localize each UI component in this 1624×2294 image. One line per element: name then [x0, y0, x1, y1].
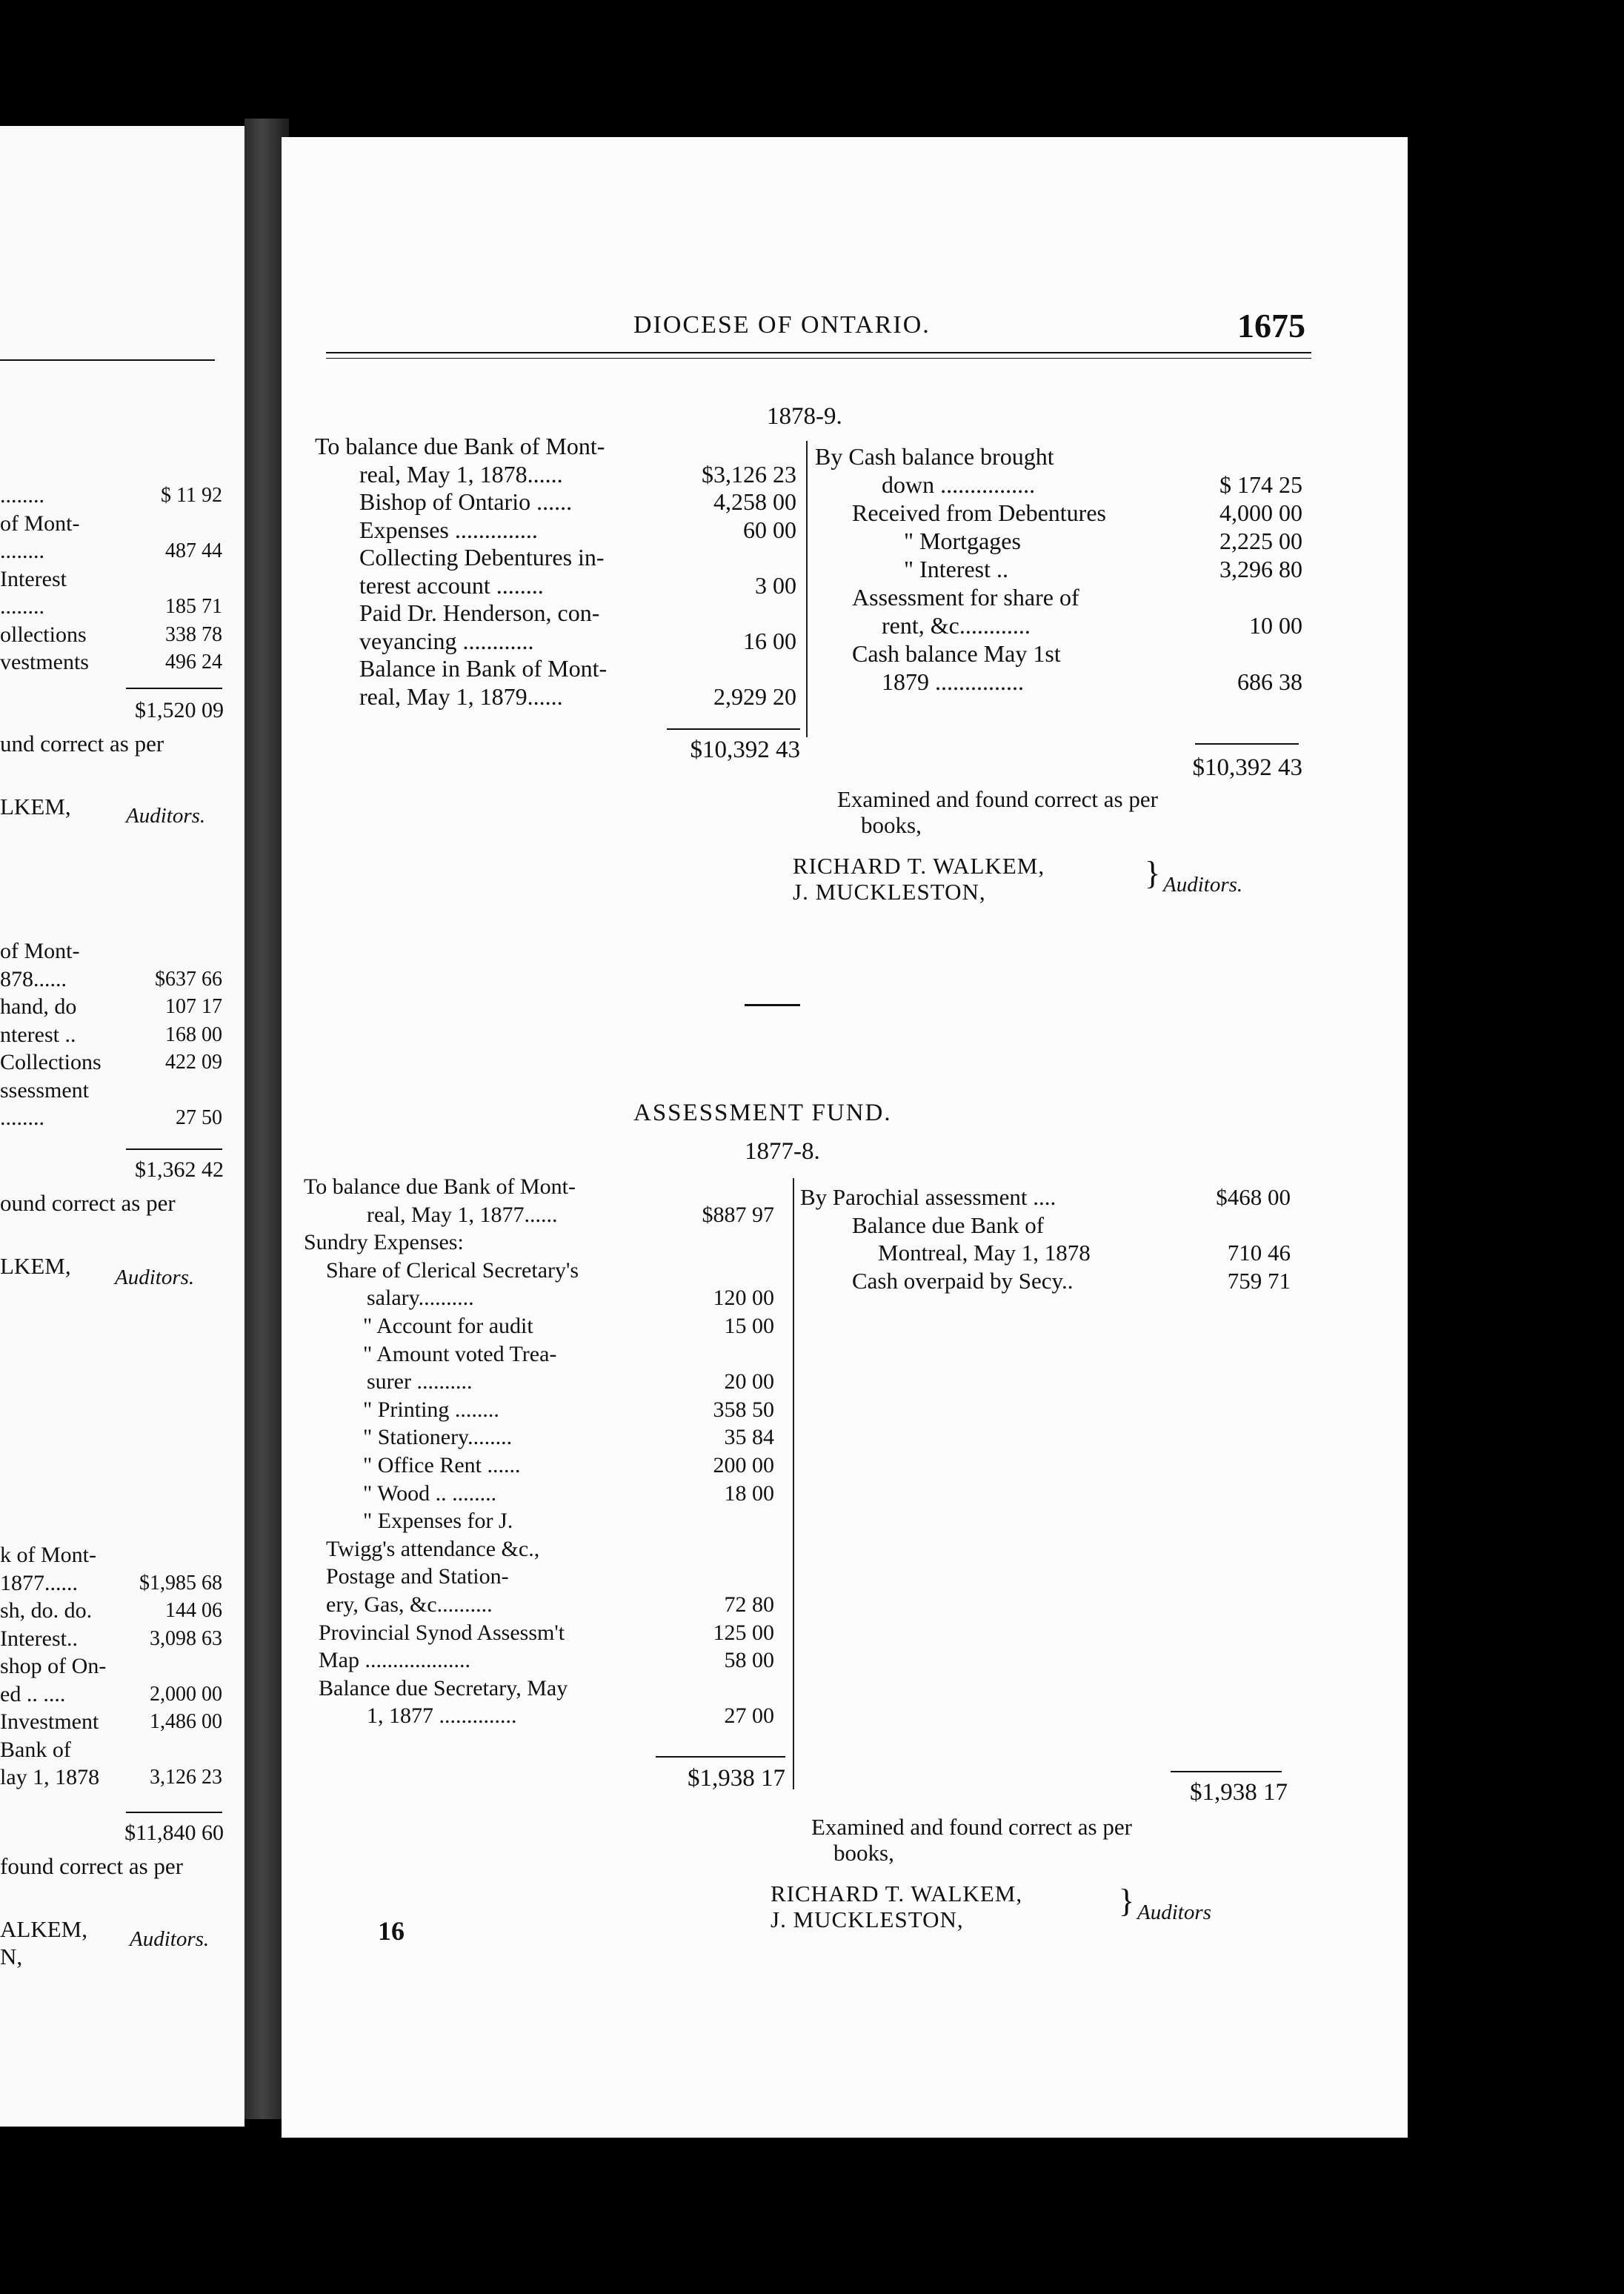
ledger-entry-label: surer .......... — [367, 1369, 473, 1394]
ledger-entry-label: Montreal, May 1, 1878 — [878, 1240, 1091, 1266]
facing-entry-label: lay 1, 1878 — [0, 1765, 100, 1789]
brace: } — [1119, 1883, 1135, 1919]
facing-entry-label: ........ — [0, 539, 44, 563]
section1-examined-books: books, — [861, 812, 922, 838]
facing-entry-amount: 27 50 — [176, 1106, 222, 1129]
ledger-entry-amount: 2,225 00 — [1219, 528, 1302, 554]
facing-entry-amount: 144 06 — [165, 1599, 222, 1622]
facing-entry-label: hand, do — [0, 994, 77, 1019]
facing-entry-amount: 185 71 — [165, 595, 222, 618]
section1-year: 1878-9. — [767, 403, 842, 430]
folio-number: 16 — [378, 1916, 405, 1946]
ledger-entry-amount: $468 00 — [1216, 1184, 1291, 1210]
ledger-entry-amount: 125 00 — [713, 1620, 774, 1645]
ledger-entry-label: veyancing ............ — [359, 627, 534, 654]
column-divider — [806, 441, 808, 737]
ledger-entry-label: down ................ — [882, 471, 1036, 498]
ledger-entry-label: Expenses .............. — [359, 516, 538, 543]
divider — [0, 359, 215, 361]
ledger-entry-label: 1, 1877 .............. — [367, 1703, 517, 1729]
facing-entry-amount: 422 09 — [165, 1051, 222, 1074]
ledger-entry-label: Collecting Debentures in- — [359, 544, 605, 571]
ledger-entry-label: " Expenses for J. — [363, 1509, 513, 1534]
facing-entry-amount: 1,486 00 — [150, 1710, 222, 1733]
section2-examined: Examined and found correct as per — [811, 1814, 1132, 1840]
total-rule — [1195, 743, 1299, 745]
facing-total-2: $1,362 42 — [135, 1157, 224, 1182]
ledger-entry-label: " Amount voted Trea- — [363, 1341, 557, 1366]
facing-entry-amount: 487 44 — [165, 539, 222, 562]
total-rule — [667, 728, 800, 730]
total-rule — [1171, 1771, 1282, 1772]
brace: } — [1145, 855, 1161, 891]
ledger-entry-amount: $887 97 — [702, 1202, 774, 1227]
ledger-entry-amount: 35 84 — [724, 1425, 774, 1450]
facing-entry-label: ........ — [0, 483, 44, 508]
ledger-entry-amount: 27 00 — [724, 1703, 774, 1729]
facing-entry-amount: $ 11 92 — [161, 484, 222, 507]
facing-entry-label: nterest .. — [0, 1022, 76, 1047]
facing-entry-amount: $637 66 — [155, 967, 222, 991]
facing-entry-label: 878...... — [0, 966, 67, 991]
facing-auditors-1: Auditors. — [126, 804, 206, 828]
ledger-entry-amount: 15 00 — [724, 1314, 774, 1338]
ledger-entry-amount: 4,000 00 — [1219, 499, 1302, 526]
total-rule — [656, 1756, 785, 1758]
facing-total-1: $1,520 09 — [135, 698, 224, 722]
facing-found-2: ound correct as per — [0, 1190, 176, 1216]
ledger-entry-amount: 710 46 — [1227, 1240, 1291, 1266]
ledger-entry-amount: 200 00 — [713, 1453, 774, 1477]
facing-walkem-1: LKEM, — [0, 794, 71, 819]
ledger-entry-label: terest account ........ — [359, 571, 544, 599]
ledger-entry-amount: 60 00 — [743, 516, 796, 543]
ledger-entry-label: Provincial Synod Assessm't — [319, 1620, 565, 1645]
facing-entry-amount: 107 17 — [165, 995, 222, 1018]
ledger-entry-label: " Interest .. — [904, 556, 1009, 582]
facing-entry-amount: 2,000 00 — [150, 1682, 222, 1706]
ledger-entry-label: By Cash balance brought — [815, 443, 1054, 470]
facing-entry-label: ed .. .... — [0, 1681, 66, 1706]
ledger-entry-label: " Account for audit — [363, 1314, 533, 1338]
ledger-entry-amount: 686 38 — [1237, 668, 1302, 695]
facing-entry-label: Collections — [0, 1050, 102, 1074]
facing-entry-label: Bank of — [0, 1737, 71, 1762]
header-rule — [326, 352, 1311, 353]
ledger-entry-amount: $3,126 23 — [702, 460, 796, 488]
ledger-entry-label: Share of Clerical Secretary's — [326, 1257, 579, 1283]
facing-entry-label: ssessment — [0, 1077, 89, 1103]
ledger-entry-amount: 72 80 — [724, 1592, 774, 1617]
divider — [126, 1148, 222, 1150]
page — [282, 137, 1408, 2138]
divider — [126, 688, 222, 689]
section1-credit-total: $10,392 43 — [1192, 754, 1302, 781]
facing-entry-label: k of Mont- — [0, 1543, 96, 1567]
ledger-entry-label: real, May 1, 1879...... — [359, 682, 563, 710]
ledger-entry-label: Map ................... — [319, 1648, 470, 1673]
section2-debit-total: $1,938 17 — [688, 1765, 785, 1792]
facing-entry-amount: 496 24 — [165, 651, 222, 674]
facing-total-3: $11,840 60 — [124, 1821, 224, 1845]
ledger-entry-label: Sundry Expenses: — [304, 1230, 464, 1255]
ledger-entry-label: real, May 1, 1878...... — [359, 460, 563, 488]
facing-entry-label: sh, do. do. — [0, 1598, 93, 1623]
section2-title: ASSESSMENT FUND. — [633, 1100, 892, 1126]
facing-walkem-3b: N, — [0, 1944, 23, 1969]
ledger-entry-label: " Stationery........ — [363, 1425, 513, 1450]
facing-entry-amount: 3,126 23 — [150, 1766, 222, 1789]
ledger-entry-label: real, May 1, 1877...... — [367, 1202, 558, 1227]
facing-auditors-2: Auditors. — [115, 1266, 195, 1289]
ledger-entry-label: To balance due Bank of Mont- — [315, 433, 605, 459]
facing-entry-label: of Mont- — [0, 939, 80, 963]
ledger-entry-label: Bishop of Ontario ...... — [359, 488, 573, 515]
section-separator — [745, 1004, 800, 1006]
section2-auditor-1: RICHARD T. WALKEM, — [771, 1881, 1023, 1906]
section1-examined: Examined and found correct as per — [837, 786, 1158, 812]
section2-year: 1877-8. — [745, 1138, 820, 1165]
section1-auditors-label: Auditors. — [1163, 873, 1243, 897]
ledger-entry-label: Balance in Bank of Mont- — [359, 655, 608, 682]
ledger-entry-label: rent, &c............ — [882, 612, 1031, 639]
ledger-entry-label: Twigg's attendance &c., — [326, 1536, 540, 1561]
ledger-entry-amount: 58 00 — [724, 1648, 774, 1673]
facing-entry-label: ........ — [0, 1106, 44, 1130]
facing-entry-amount: 3,098 63 — [150, 1626, 222, 1650]
ledger-entry-label: To balance due Bank of Mont- — [304, 1174, 576, 1199]
section1-auditor-2: J. MUCKLESTON, — [793, 879, 986, 905]
facing-found-3: found correct as per — [0, 1853, 184, 1879]
section2-auditors-label: Auditors — [1137, 1901, 1211, 1924]
ledger-entry-label: Balance due Bank of — [852, 1211, 1045, 1238]
ledger-entry-label: Postage and Station- — [326, 1564, 509, 1589]
facing-entry-amount: 338 78 — [165, 622, 222, 646]
facing-walkem-3: ALKEM, — [0, 1916, 87, 1942]
section1-auditor-1: RICHARD T. WALKEM, — [793, 853, 1045, 879]
ledger-entry-label: Cash balance May 1st — [852, 640, 1061, 667]
ledger-entry-label: By Parochial assessment .... — [800, 1184, 1056, 1210]
section2-credit-total: $1,938 17 — [1190, 1779, 1288, 1806]
section2-examined-books: books, — [833, 1840, 894, 1866]
facing-auditors-3: Auditors. — [130, 1927, 210, 1951]
facing-entry-label: vestments — [0, 650, 89, 674]
facing-found-1: und correct as per — [0, 731, 164, 757]
ledger-entry-label: Assessment for share of — [852, 584, 1079, 611]
running-head: DIOCESE OF ONTARIO. — [633, 311, 931, 339]
facing-page — [0, 126, 244, 2127]
header-rule-2 — [326, 358, 1311, 359]
facing-walkem-2: LKEM, — [0, 1253, 71, 1279]
ledger-entry-amount: 759 71 — [1227, 1267, 1291, 1294]
ledger-entry-amount: 18 00 — [724, 1480, 774, 1506]
ledger-entry-amount: $ 174 25 — [1219, 471, 1302, 498]
ledger-entry-amount: 358 50 — [713, 1397, 774, 1422]
ledger-entry-amount: 3 00 — [755, 571, 796, 599]
section2-auditor-2: J. MUCKLESTON, — [771, 1906, 964, 1932]
ledger-entry-label: salary.......... — [367, 1286, 474, 1311]
ledger-entry-amount: 3,296 80 — [1219, 556, 1302, 582]
facing-entry-label: shop of On- — [0, 1654, 107, 1678]
section1-debit-total: $10,392 43 — [690, 737, 800, 763]
ledger-entry-label: Balance due Secretary, May — [319, 1675, 568, 1700]
facing-entry-label: ollections — [0, 622, 87, 647]
ledger-entry-label: 1879 ............... — [882, 668, 1024, 695]
ledger-entry-label: Cash overpaid by Secy.. — [852, 1267, 1074, 1294]
ledger-entry-amount: 2,929 20 — [713, 682, 796, 710]
ledger-entry-label: ery, Gas, &c.......... — [326, 1592, 493, 1617]
page-number: 1675 — [1237, 307, 1305, 345]
facing-entry-label: ........ — [0, 594, 44, 619]
ledger-entry-label: " Mortgages — [904, 528, 1021, 554]
ledger-entry-amount: 4,258 00 — [713, 488, 796, 515]
ledger-entry-label: Received from Debentures — [852, 499, 1106, 526]
ledger-entry-amount: 120 00 — [713, 1286, 774, 1311]
ledger-entry-label: Paid Dr. Henderson, con- — [359, 599, 600, 626]
ledger-entry-label: " Office Rent ...... — [363, 1453, 521, 1477]
ledger-entry-amount: 20 00 — [724, 1369, 774, 1394]
facing-entry-amount: $1,985 68 — [139, 1571, 222, 1595]
column-divider — [793, 1178, 794, 1789]
facing-entry-label: Investment — [0, 1709, 99, 1734]
ledger-entry-amount: 10 00 — [1249, 612, 1302, 639]
facing-entry-label: 1877...... — [0, 1570, 78, 1595]
ledger-entry-label: " Printing ........ — [363, 1397, 499, 1422]
ledger-entry-amount: 16 00 — [743, 627, 796, 654]
facing-entry-label: Interest.. — [0, 1626, 78, 1651]
facing-entry-label: Interest — [0, 566, 67, 591]
divider — [126, 1812, 222, 1813]
facing-entry-amount: 168 00 — [165, 1023, 222, 1046]
facing-entry-label: of Mont- — [0, 511, 80, 536]
ledger-entry-label: " Wood .. ........ — [363, 1480, 497, 1506]
